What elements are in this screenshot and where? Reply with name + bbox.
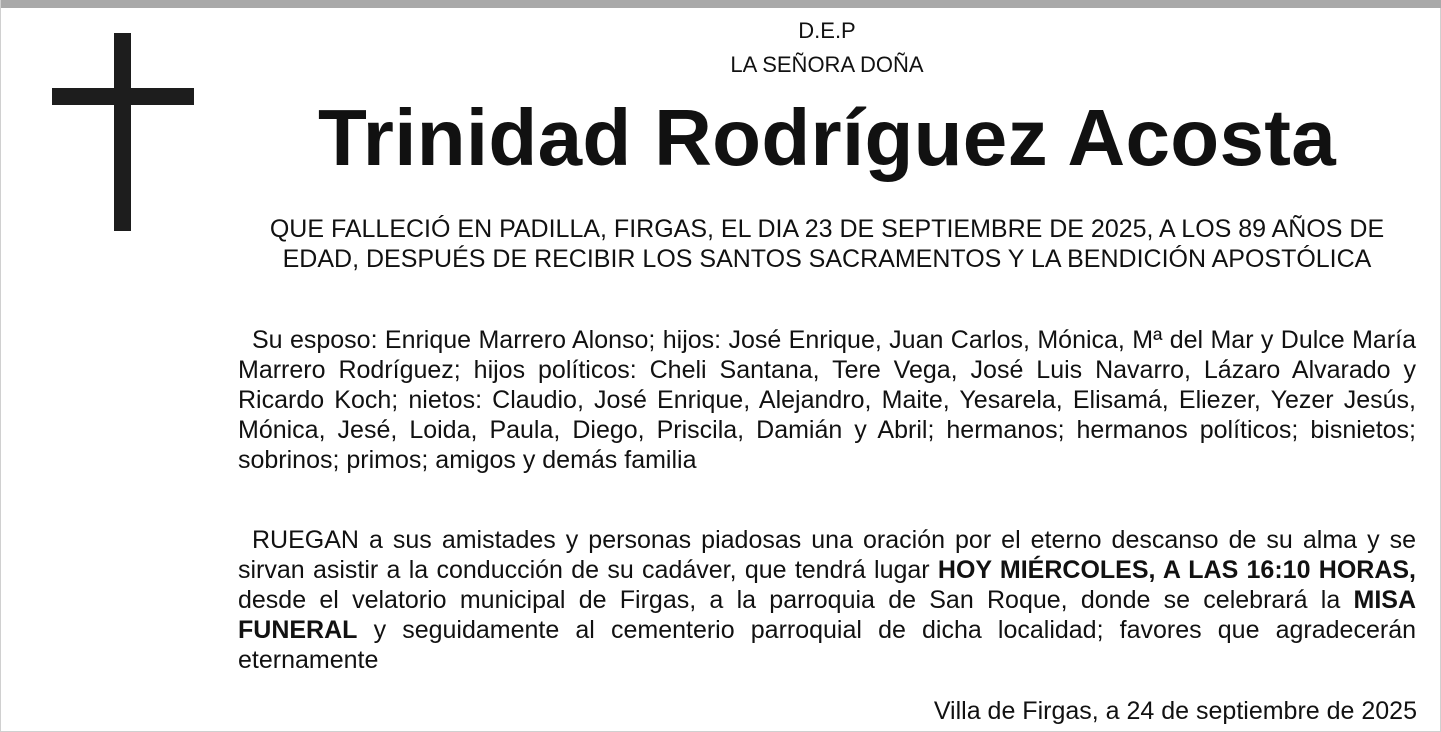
request-text-part1: RUEGAN a sus amistades y personas piadosas una oración por el eterno descanso de su alma y se sirvan asistir a la conducción de su cadáver, que tendrá lugar <box>238 526 1416 584</box>
place-date-signature: Villa de Firgas, a 24 de septiembre de 2025 <box>933 697 1417 725</box>
funeral-time: HOY MIÉRCOLES, A LAS 16:10 HORAS, <box>937 556 1416 584</box>
honorific-title: LA SEÑORA DOÑA <box>730 52 924 77</box>
request-text-part3: y seguidamente al cementerio parroquial de dicha localidad; favores que agradecerán eternamente <box>238 616 1416 674</box>
cross-horizontal-beam <box>52 88 194 105</box>
family-paragraph: Su esposo: Enrique Marrero Alonso; hijos: José Enrique, Juan Carlos, Mónica, Mª del Mar y Dulce María Marrero Rodríguez; hijos políticos: Cheli Santana, Tere Vega, José Luis Navarro, Lázaro Alvarado y Ricardo Koch; nietos: Claudio, José Enrique, Alejandro, Maite, Yesarela, Elisamá, Eliezer, Yezer Jesús, Mónica, Jesé, Loida, Paula, Diego, Priscila, Damián y Abril; hermanos; hermanos políticos; bisnietos; sobrinos; primos; amigos y demás familia <box>238 326 1416 474</box>
dep-heading: D.E.P <box>798 18 856 43</box>
top-border-bar <box>1 0 1441 8</box>
deceased-name: Trinidad Rodríguez Acosta <box>318 93 1336 182</box>
latin-cross-icon <box>52 33 194 231</box>
cross-vertical-beam <box>114 33 131 231</box>
death-notice-text: QUE FALLECIÓ EN PADILLA, FIRGAS, EL DIA 23 DE SEPTIEMBRE DE 2025, A LOS 89 AÑOS DE EDAD, DESPUÉS DE RECIBIR LOS SANTOS SACRAMENTOS Y LA BENDICIÓN APOSTÓLICA <box>269 215 1385 273</box>
request-text-part2: desde el velatorio municipal de Firgas, a la parroquia de San Roque, donde se celebrará la <box>238 586 1354 614</box>
funeral-request-paragraph <box>238 525 1416 675</box>
mass-label: MISA FUNERAL <box>238 586 1416 644</box>
